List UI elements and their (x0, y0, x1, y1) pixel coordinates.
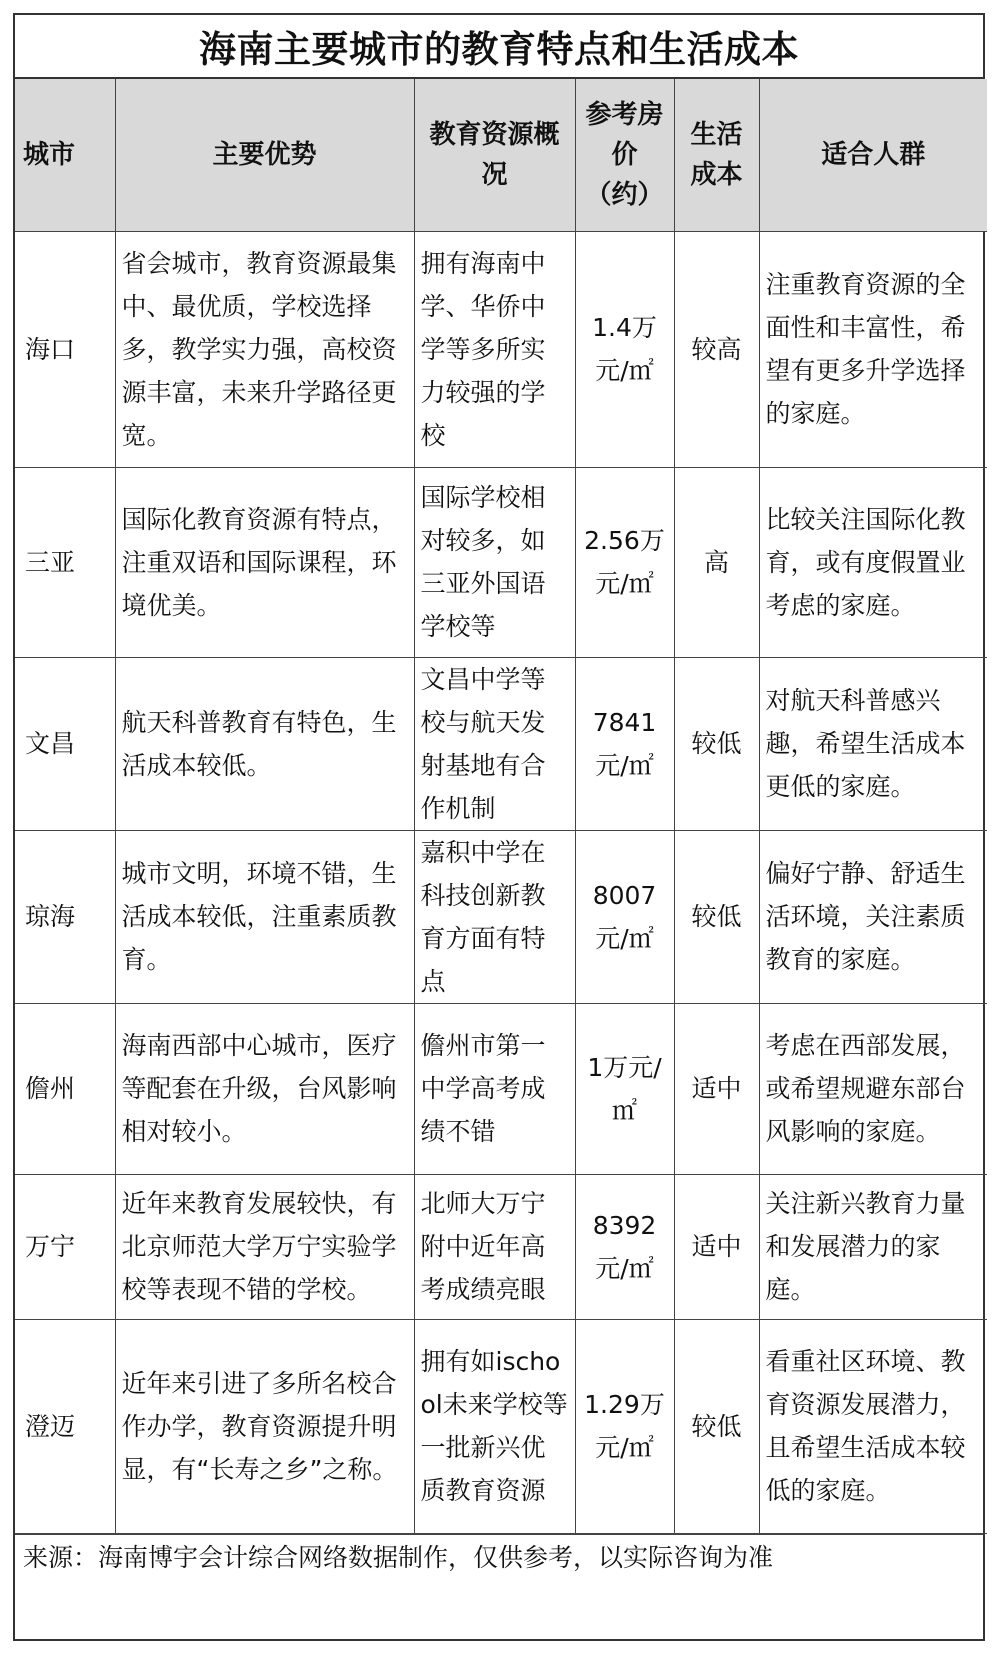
cell-cost: 较高 (674, 231, 759, 467)
cell-cost: 较低 (674, 830, 759, 1003)
cell-advantage: 国际化教育资源有特点，注重双语和国际课程，环境优美。 (115, 467, 414, 657)
table-row (15, 467, 987, 657)
table-header-row (15, 79, 987, 231)
cell-advantage: 海南西部中心城市，医疗等配套在升级，台风影响相对较小。 (115, 1003, 414, 1174)
cell-city: 文昌 (15, 657, 115, 830)
cell-city: 儋州 (15, 1003, 115, 1174)
table-row (15, 1319, 987, 1533)
cell-cost: 适中 (674, 1174, 759, 1319)
cell-audience: 对航天科普感兴趣，希望生活成本更低的家庭。 (759, 657, 987, 830)
cell-education: 文昌中学等校与航天发射基地有合作机制 (414, 657, 575, 830)
cell-education: 国际学校相对较多，如三亚外国语学校等 (414, 467, 575, 657)
cell-city: 万宁 (15, 1174, 115, 1319)
header-city: 城市 (15, 79, 115, 231)
city-comparison-table (15, 79, 987, 1534)
cell-cost: 较低 (674, 1319, 759, 1533)
cell-price: 7841元/㎡ (575, 657, 674, 830)
header-price: 参考房价（约） (575, 79, 674, 231)
page-title: 海南主要城市的教育特点和生活成本 (15, 15, 983, 79)
cell-advantage: 近年来引进了多所名校合作办学，教育资源提升明显，有“长寿之乡”之称。 (115, 1319, 414, 1533)
table-row (15, 1174, 987, 1319)
source-note: 来源：海南博宇会计综合网络数据制作，仅供参考，以实际咨询为准 (15, 1534, 983, 1578)
cell-education: 嘉积中学在科技创新教育方面有特点 (414, 830, 575, 1003)
cell-price: 2.56万元/㎡ (575, 467, 674, 657)
cell-city: 琼海 (15, 830, 115, 1003)
cell-city: 海口 (15, 231, 115, 467)
header-advantage: 主要优势 (115, 79, 414, 231)
cell-audience: 注重教育资源的全面性和丰富性，希望有更多升学选择的家庭。 (759, 231, 987, 467)
table-row (15, 657, 987, 830)
cell-audience: 看重社区环境、教育资源发展潜力，且希望生活成本较低的家庭。 (759, 1319, 987, 1533)
cell-education: 北师大万宁附中近年高考成绩亮眼 (414, 1174, 575, 1319)
header-cost: 生活成本 (674, 79, 759, 231)
cell-price: 1.4万元/㎡ (575, 231, 674, 467)
cell-price: 1.29万元/㎡ (575, 1319, 674, 1533)
cell-education: 拥有如ischool未来学校等一批新兴优质教育资源 (414, 1319, 575, 1533)
cell-city: 澄迈 (15, 1319, 115, 1533)
cell-price: 1万元/㎡ (575, 1003, 674, 1174)
cell-audience: 关注新兴教育力量和发展潜力的家庭。 (759, 1174, 987, 1319)
cell-advantage: 航天科普教育有特色，生活成本较低。 (115, 657, 414, 830)
table-row (15, 231, 987, 467)
cell-education: 拥有海南中学、华侨中学等多所实力较强的学校 (414, 231, 575, 467)
cell-cost: 较低 (674, 657, 759, 830)
cell-cost: 适中 (674, 1003, 759, 1174)
table-row (15, 830, 987, 1003)
cell-price: 8392元/㎡ (575, 1174, 674, 1319)
cell-audience: 偏好宁静、舒适生活环境，关注素质教育的家庭。 (759, 830, 987, 1003)
table-row (15, 1003, 987, 1174)
cell-education: 儋州市第一中学高考成绩不错 (414, 1003, 575, 1174)
cell-price: 8007元/㎡ (575, 830, 674, 1003)
cell-cost: 高 (674, 467, 759, 657)
cell-audience: 比较关注国际化教育，或有度假置业考虑的家庭。 (759, 467, 987, 657)
cell-city: 三亚 (15, 467, 115, 657)
cell-audience: 考虑在西部发展，或希望规避东部台风影响的家庭。 (759, 1003, 987, 1174)
cell-advantage: 城市文明，环境不错，生活成本较低，注重素质教育。 (115, 830, 414, 1003)
cell-advantage: 近年来教育发展较快，有北京师范大学万宁实验学校等表现不错的学校。 (115, 1174, 414, 1319)
cell-advantage: 省会城市，教育资源最集中、最优质，学校选择多，教学实力强，高校资源丰富，未来升学路径更宽。 (115, 231, 414, 467)
header-audience: 适合人群 (759, 79, 987, 231)
info-table-frame (13, 13, 985, 1641)
header-education: 教育资源概况 (414, 79, 575, 231)
